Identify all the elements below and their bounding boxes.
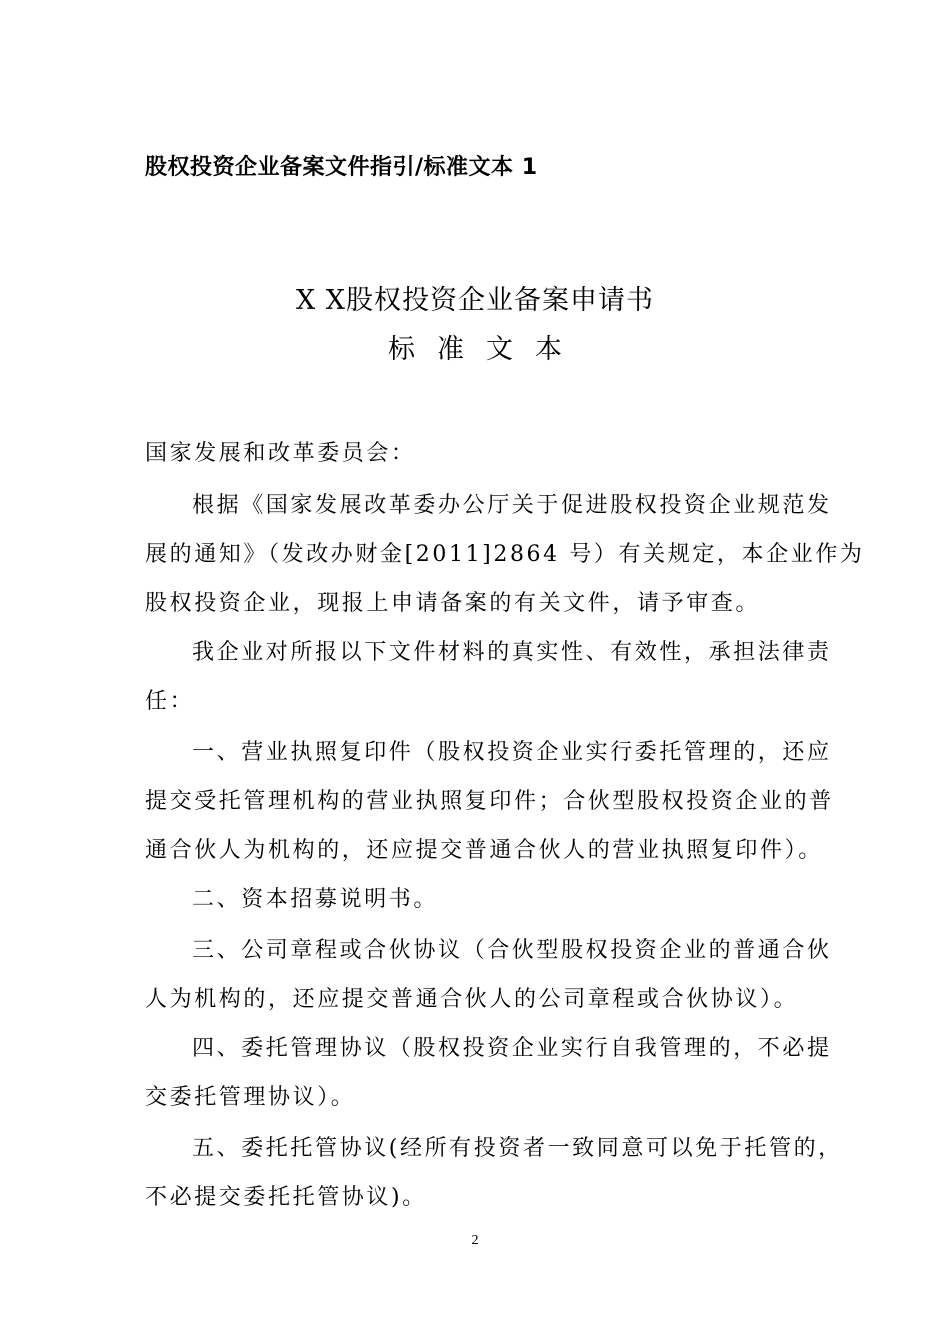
salutation: 国家发展和改革委员会： (145, 441, 416, 466)
paragraph-line: 不必提交委托托管协议)。 (145, 1185, 427, 1210)
paragraph-line: 展的通知》（发改办财金[2011]2864 号）有关规定，本企业作为 (145, 542, 865, 567)
paragraph-line: 通合伙人为机构的，还应提交普通合伙人的营业执照复印件）。 (145, 838, 823, 863)
list-item-4: 四、委托管理协议（股权投资企业实行自我管理的，不必提 (192, 1036, 832, 1061)
document-title: X X股权投资企业备案申请书 (295, 285, 655, 316)
paragraph-line: 股权投资企业，现报上申请备案的有关文件，请予审查。 (145, 591, 761, 616)
paragraph-line: 交委托管理协议）。 (145, 1085, 356, 1110)
paragraph-line: 任： (145, 689, 195, 714)
list-item-5: 五、委托托管协议(经所有投资者一致同意可以免于托管的， (192, 1136, 843, 1161)
paragraph-line: 根据《国家发展改革委办公厅关于促进股权投资企业规范发 (192, 493, 832, 518)
list-item-2: 二、资本招募说明书。 (192, 887, 439, 912)
paragraph-line: 我企业对所报以下文件材料的真实性、有效性，承担法律责 (192, 640, 832, 665)
document-header: 股权投资企业备案文件指引/标准文本 1 (145, 155, 538, 180)
list-item-1: 一、营业执照复印件（股权投资企业实行委托管理的，还应 (192, 740, 832, 765)
paragraph-line: 人为机构的，还应提交普通合伙人的公司章程或合伙协议）。 (145, 987, 799, 1012)
list-item-3: 三、公司章程或合伙协议（合伙型股权投资企业的普通合伙 (192, 938, 832, 963)
paragraph-line: 提交受托管理机构的营业执照复印件；合伙型股权投资企业的普 (145, 789, 834, 814)
document-subtitle: 标准文本 (388, 334, 584, 365)
page-number: 2 (471, 1233, 479, 1248)
